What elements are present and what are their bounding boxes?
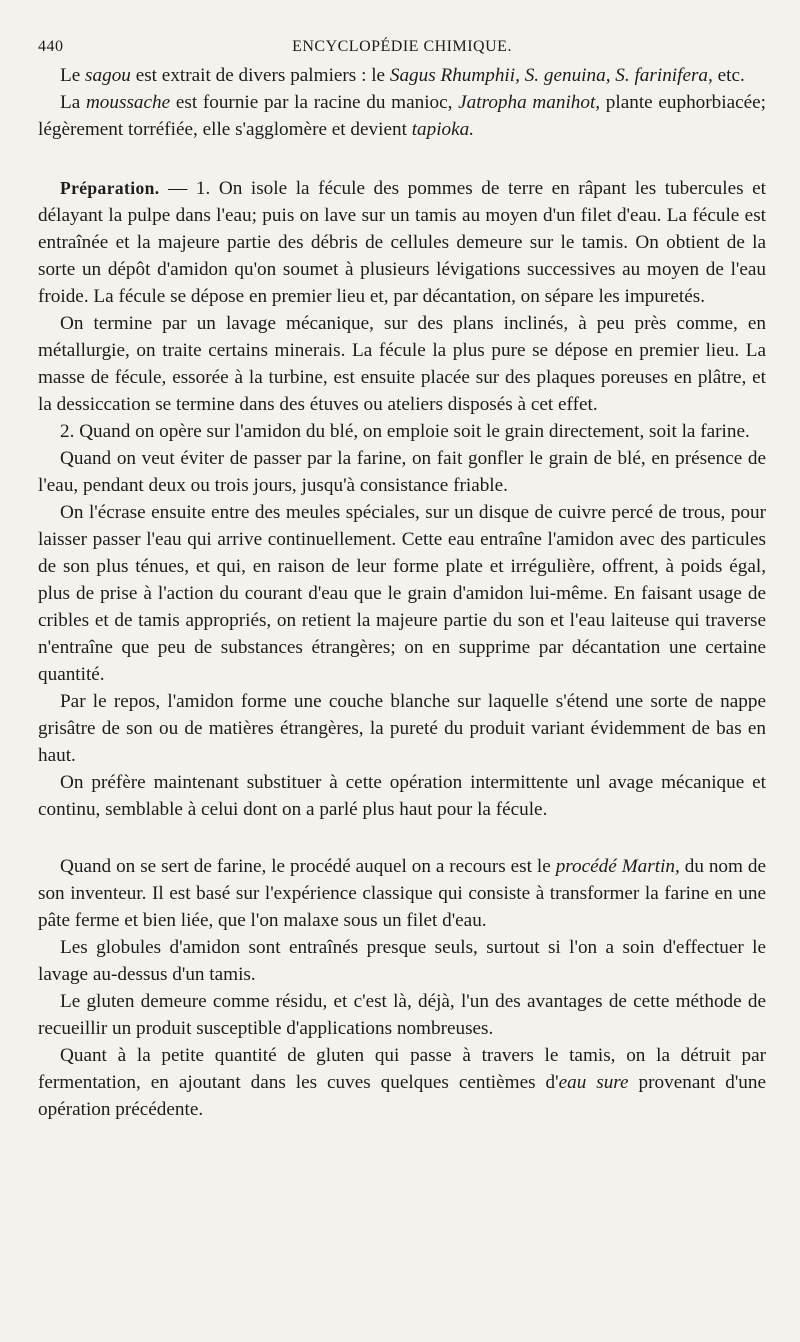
- item-number: 1.: [195, 178, 211, 199]
- text-run: —: [159, 178, 196, 199]
- italic-term: procédé Martin,: [555, 856, 680, 877]
- paragraph-globules: Les globules d'amidon sont entraînés presque seuls, surtout si l'on a soin d'effectuer le lavage au-dessus d'un tamis.: [38, 937, 766, 985]
- page-header: [38, 36, 766, 62]
- text-run: est fournie par la racine du manioc,: [170, 92, 459, 113]
- paragraph-fermentation: [38, 1042, 766, 1123]
- paragraph-gonfler: Quand on veut éviter de passer par la farine, on fait gonfler le grain de blé, en présence de l'eau, pendant deux ou trois jours, jusqu'à consistance friable.: [38, 448, 766, 496]
- running-title: ENCYCLOPÉDIE CHIMIQUE.: [292, 38, 512, 55]
- text-run: Quant à la petite quantité de gluten qui passe à travers le tamis, on la détruit par fermentation, en ajoutant dans les cuves quelques centièmes d': [38, 1045, 766, 1093]
- paragraph-meules: On l'écrase ensuite entre des meules spéciales, sur un disque de cuivre percé de trous, pour laisser passer l'eau qui arrive continuellement. Cette eau entraîne l'amidon avec des particules de son plus ténues, et qui, en raison de leur forme plate et irrégulière, offrent, à poids égal, plus de prise à l'action du courant d'eau que le grain d'amidon lui-même. En faisant usage de cribles et de tamis appropriés, on retient la majeure partie du son et l'eau laiteuse qui traverse n'entraîne que peu de substances étrangères; on en supprime par décantation une certaine quantité.: [38, 502, 766, 685]
- section-lead: Préparation.: [60, 178, 160, 198]
- paragraph-repos: Par le repos, l'amidon forme une couche blanche sur laquelle s'étend une sorte de nappe grisâtre de son ou de matières étrangères, la pureté du produit variant évidemment de bas en haut.: [38, 691, 766, 766]
- text-run: La: [60, 92, 86, 113]
- text-run: est extrait de divers palmiers : le: [130, 65, 390, 86]
- text-run: du nom de son inventeur. Il est basé sur l'expérience classique qui consiste à transformer la farine en une pâte ferme et bien liée, que l'on malaxe sous un filet d'eau.: [38, 856, 766, 931]
- paragraph-ble: 2. Quand on opère sur l'amidon du blé, on emploie soit le grain directement, soit la farine.: [60, 421, 750, 442]
- paragraph-martin: [38, 853, 766, 934]
- italic-term: moussache: [85, 92, 171, 113]
- page-number: 440: [38, 38, 64, 55]
- paragraph-moussache: [38, 89, 766, 143]
- italic-term: eau sure: [558, 1072, 629, 1093]
- text-run: plante euphorbiacée; légèrement torréfiée, elle s'agglomère et devient: [38, 92, 766, 140]
- italic-species: Sagus Rhumphii, S. genuina, S. farinifera,: [389, 65, 713, 86]
- text-run: On isole la fécule des pommes de terre en râpant les tubercules et délayant la pulpe dans l'eau; puis on lave sur un tamis au moyen d'un filet d'eau. La fécule est entraînée et la majeure partie des débris de cellules demeure sur le tamis. On obtient de la sorte un dépôt d'amidon qu'on soumet à plusieurs lévigations successives au moyen de l'eau froide. La fécule se dépose en premier lieu et, par décantation, on sépare les impuretés.: [38, 178, 767, 307]
- paragraph-sagou: [38, 62, 766, 89]
- page-body: [38, 62, 766, 1123]
- text-run: etc.: [712, 65, 745, 86]
- italic-term: tapioka.: [411, 119, 475, 140]
- paragraph-preparation: [38, 175, 766, 310]
- text-run: Quand on se sert de farine, le procédé auquel on a recours est le: [60, 856, 556, 877]
- paragraph-lavage: On termine par un lavage mécanique, sur des plans inclinés, à peu près comme, en métallurgie, on traite certains minerais. La fécule la plus pure se dépose en premier lieu. La masse de fécule, essorée à la turbine, est ensuite placée sur des plaques poreuses en plâtre, et la dessiccation se termine dans des étuves ou ateliers disposés à cet effet.: [38, 313, 766, 415]
- paragraph-continu: On préfère maintenant substituer à cette opération intermittente unl avage mécanique et continu, semblable à celui dont on a parlé plus haut pour la fécule.: [38, 772, 766, 820]
- text-run: provenant d'une opération précédente.: [38, 1072, 766, 1120]
- paragraph-gluten: Le gluten demeure comme résidu, et c'est là, déjà, l'un des avantages de cette méthode de recueillir un produit susceptible d'applications nombreuses.: [38, 991, 766, 1039]
- text-run: Le: [60, 65, 86, 86]
- italic-species: Jatropha manihot,: [458, 92, 601, 113]
- italic-term: sagou: [85, 65, 131, 86]
